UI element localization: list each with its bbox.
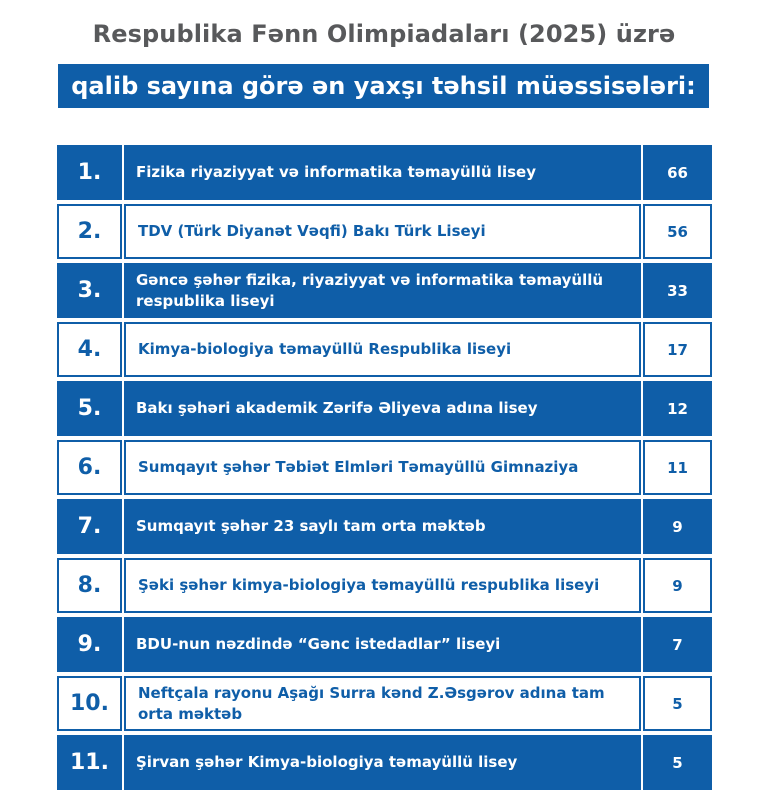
- ranking-table: [57, 145, 712, 794]
- rank-cell: 5.: [57, 381, 122, 436]
- table-row: [57, 440, 712, 495]
- winner-count-cell: 11: [643, 440, 712, 495]
- school-name-cell: BDU-nun nəzdində “Gənc istedadlar” liseyi: [124, 617, 641, 672]
- table-row: [57, 263, 712, 318]
- table-row: [57, 558, 712, 613]
- winner-count-cell: 17: [643, 322, 712, 377]
- rank-cell: 3.: [57, 263, 122, 318]
- winner-count-cell: 9: [643, 558, 712, 613]
- rank-cell: 1.: [57, 145, 122, 200]
- rank-cell: 2.: [57, 204, 122, 259]
- school-name-cell: Bakı şəhəri akademik Zərifə Əliyeva adına lisey: [124, 381, 641, 436]
- school-name-cell: Sumqayıt şəhər Təbiət Elmləri Təmayüllü Gimnaziya: [124, 440, 641, 495]
- table-row: [57, 322, 712, 377]
- winner-count-cell: 66: [643, 145, 712, 200]
- rank-cell: 7.: [57, 499, 122, 554]
- rank-cell: 6.: [57, 440, 122, 495]
- winner-count-cell: 12: [643, 381, 712, 436]
- school-name-cell: Şəki şəhər kimya-biologiya təmayüllü respublika liseyi: [124, 558, 641, 613]
- rank-cell: 4.: [57, 322, 122, 377]
- table-row: [57, 676, 712, 731]
- rank-cell: 8.: [57, 558, 122, 613]
- table-row: [57, 145, 712, 200]
- rank-cell: 11.: [57, 735, 122, 790]
- title-banner: qalib sayına görə ən yaxşı təhsil müəssisələri:: [58, 64, 709, 108]
- rank-cell: 9.: [57, 617, 122, 672]
- table-row: [57, 381, 712, 436]
- winner-count-cell: 33: [643, 263, 712, 318]
- winner-count-cell: 5: [643, 676, 712, 731]
- school-name-cell: Şirvan şəhər Kimya-biologiya təmayüllü lisey: [124, 735, 641, 790]
- table-row: [57, 499, 712, 554]
- winner-count-cell: 9: [643, 499, 712, 554]
- school-name-cell: Fizika riyaziyyat və informatika təmayüllü lisey: [124, 145, 641, 200]
- school-name-cell: TDV (Türk Diyanət Vəqfi) Bakı Türk Liseyi: [124, 204, 641, 259]
- winner-count-cell: 56: [643, 204, 712, 259]
- table-row: [57, 735, 712, 790]
- table-row: [57, 204, 712, 259]
- rank-cell: 10.: [57, 676, 122, 731]
- school-name-cell: Neftçala rayonu Aşağı Surra kənd Z.Əsgərov adına tam orta məktəb: [124, 676, 641, 731]
- title-line-1: Respublika Fənn Olimpiadaları (2025) üzrə: [92, 20, 676, 48]
- winner-count-cell: 5: [643, 735, 712, 790]
- winner-count-cell: 7: [643, 617, 712, 672]
- school-name-cell: Gəncə şəhər fizika, riyaziyyat və informatika təmayüllü respublika liseyi: [124, 263, 641, 318]
- table-row: [57, 617, 712, 672]
- school-name-cell: Kimya-biologiya təmayüllü Respublika liseyi: [124, 322, 641, 377]
- school-name-cell: Sumqayıt şəhər 23 saylı tam orta məktəb: [124, 499, 641, 554]
